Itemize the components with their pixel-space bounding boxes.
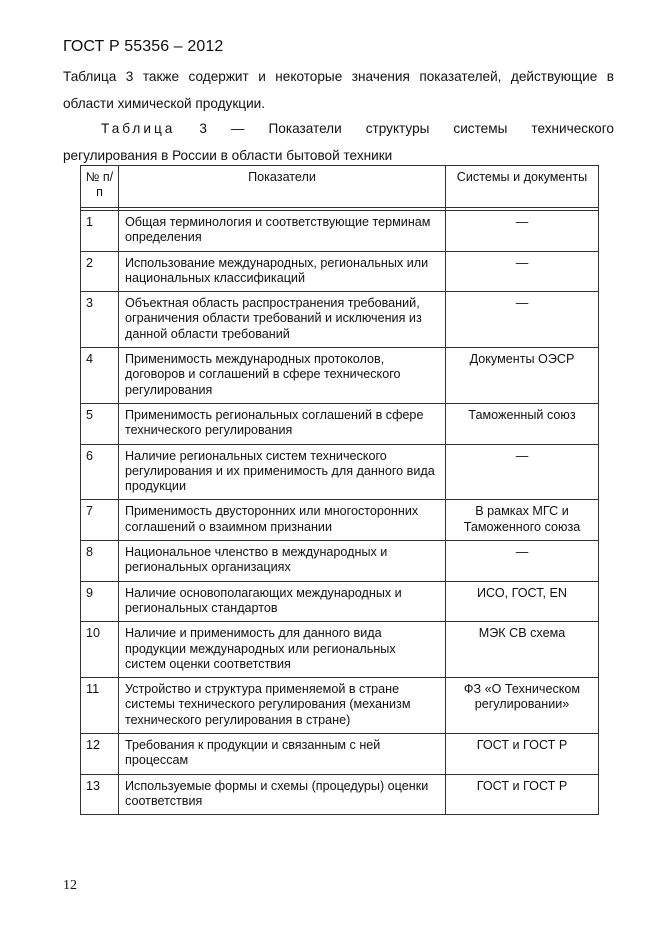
row-indicator: Наличие региональных систем технического регулирования и их применимость для данного вида продукции: [119, 444, 446, 500]
caption-word: технического: [531, 121, 614, 136]
caption-number: 3: [199, 121, 207, 136]
table-row: [81, 403, 599, 444]
row-indicator: Объектная область распространения требований, ограничения области требований и исключения из данной области требований: [119, 292, 446, 348]
table-row: [81, 541, 599, 582]
row-number: 11: [81, 678, 119, 734]
table-row: [81, 678, 599, 734]
indicators-table: [80, 165, 599, 815]
table-row: [81, 581, 599, 622]
row-number: 8: [81, 541, 119, 582]
row-systems: Таможенный союз: [446, 403, 599, 444]
row-number: 6: [81, 444, 119, 500]
row-indicator: Общая терминология и соответствующие терминам определения: [119, 211, 446, 252]
row-systems: —: [446, 211, 599, 252]
page-number: 12: [63, 878, 77, 893]
row-indicator: Применимость двусторонних или многосторонних соглашений о взаимном признании: [119, 500, 446, 541]
row-indicator: Применимость международных протоколов, договоров и соглашений в сфере технического регулирования: [119, 348, 446, 404]
table-row: [81, 774, 599, 815]
row-number: 2: [81, 251, 119, 292]
table-row: [81, 500, 599, 541]
header-systems: Системы и документы: [446, 166, 599, 208]
row-indicator: Использование международных, региональных или национальных классификаций: [119, 251, 446, 292]
table-caption: [63, 115, 614, 169]
row-number: 7: [81, 500, 119, 541]
row-systems: ГОСТ и ГОСТ Р: [446, 774, 599, 815]
row-number: 3: [81, 292, 119, 348]
row-systems: —: [446, 444, 599, 500]
table-row: [81, 622, 599, 678]
row-indicator: Наличие основополагающих международных и региональных стандартов: [119, 581, 446, 622]
row-systems: МЭК СВ схема: [446, 622, 599, 678]
caption-word-table: Таблица: [101, 121, 176, 136]
row-number: 4: [81, 348, 119, 404]
row-systems: ФЗ «О Техническом регулировании»: [446, 678, 599, 734]
row-indicator: Наличие и применимость для данного вида продукции международных или региональных систем оценки соответствия: [119, 622, 446, 678]
row-systems: —: [446, 251, 599, 292]
row-systems: ГОСТ и ГОСТ Р: [446, 734, 599, 775]
caption-dash: —: [230, 121, 245, 136]
row-number: 12: [81, 734, 119, 775]
row-systems: ИСО, ГОСТ, EN: [446, 581, 599, 622]
table-caption-line1: [63, 115, 614, 142]
caption-word: системы: [453, 121, 508, 136]
caption-word: структуры: [365, 121, 430, 136]
header-num: № п/п: [81, 166, 119, 208]
intro-paragraph: Таблица 3 также содержит и некоторые значения показателей, действующие в области химической продукции.: [63, 69, 614, 111]
row-indicator: Используемые формы и схемы (процедуры) оценки соответствия: [119, 774, 446, 815]
row-number: 13: [81, 774, 119, 815]
row-number: 5: [81, 403, 119, 444]
row-indicator: Применимость региональных соглашений в сфере технического регулирования: [119, 403, 446, 444]
row-number: 9: [81, 581, 119, 622]
row-indicator: Устройство и структура применяемой в стране системы технического регулирования (механизм технического регулирования в стране): [119, 678, 446, 734]
header-indicator: Показатели: [119, 166, 446, 208]
caption-word: Показатели: [268, 121, 342, 136]
row-systems: —: [446, 541, 599, 582]
row-systems: В рамках МГС и Таможенного союза: [446, 500, 599, 541]
row-number: 10: [81, 622, 119, 678]
table-caption-line2: регулирования в России в области бытовой техники: [63, 148, 393, 163]
row-systems: Документы ОЭСР: [446, 348, 599, 404]
table-row: [81, 444, 599, 500]
table-row: [81, 348, 599, 404]
table-row: [81, 211, 599, 252]
row-indicator: Национальное членство в международных и региональных организациях: [119, 541, 446, 582]
table-row: [81, 251, 599, 292]
table-header-row: [81, 166, 599, 208]
row-number: 1: [81, 211, 119, 252]
row-indicator: Требования к продукции и связанным с ней процессам: [119, 734, 446, 775]
row-systems: —: [446, 292, 599, 348]
table-row: [81, 292, 599, 348]
document-header: ГОСТ Р 55356 – 2012: [63, 38, 224, 55]
table-row: [81, 734, 599, 775]
